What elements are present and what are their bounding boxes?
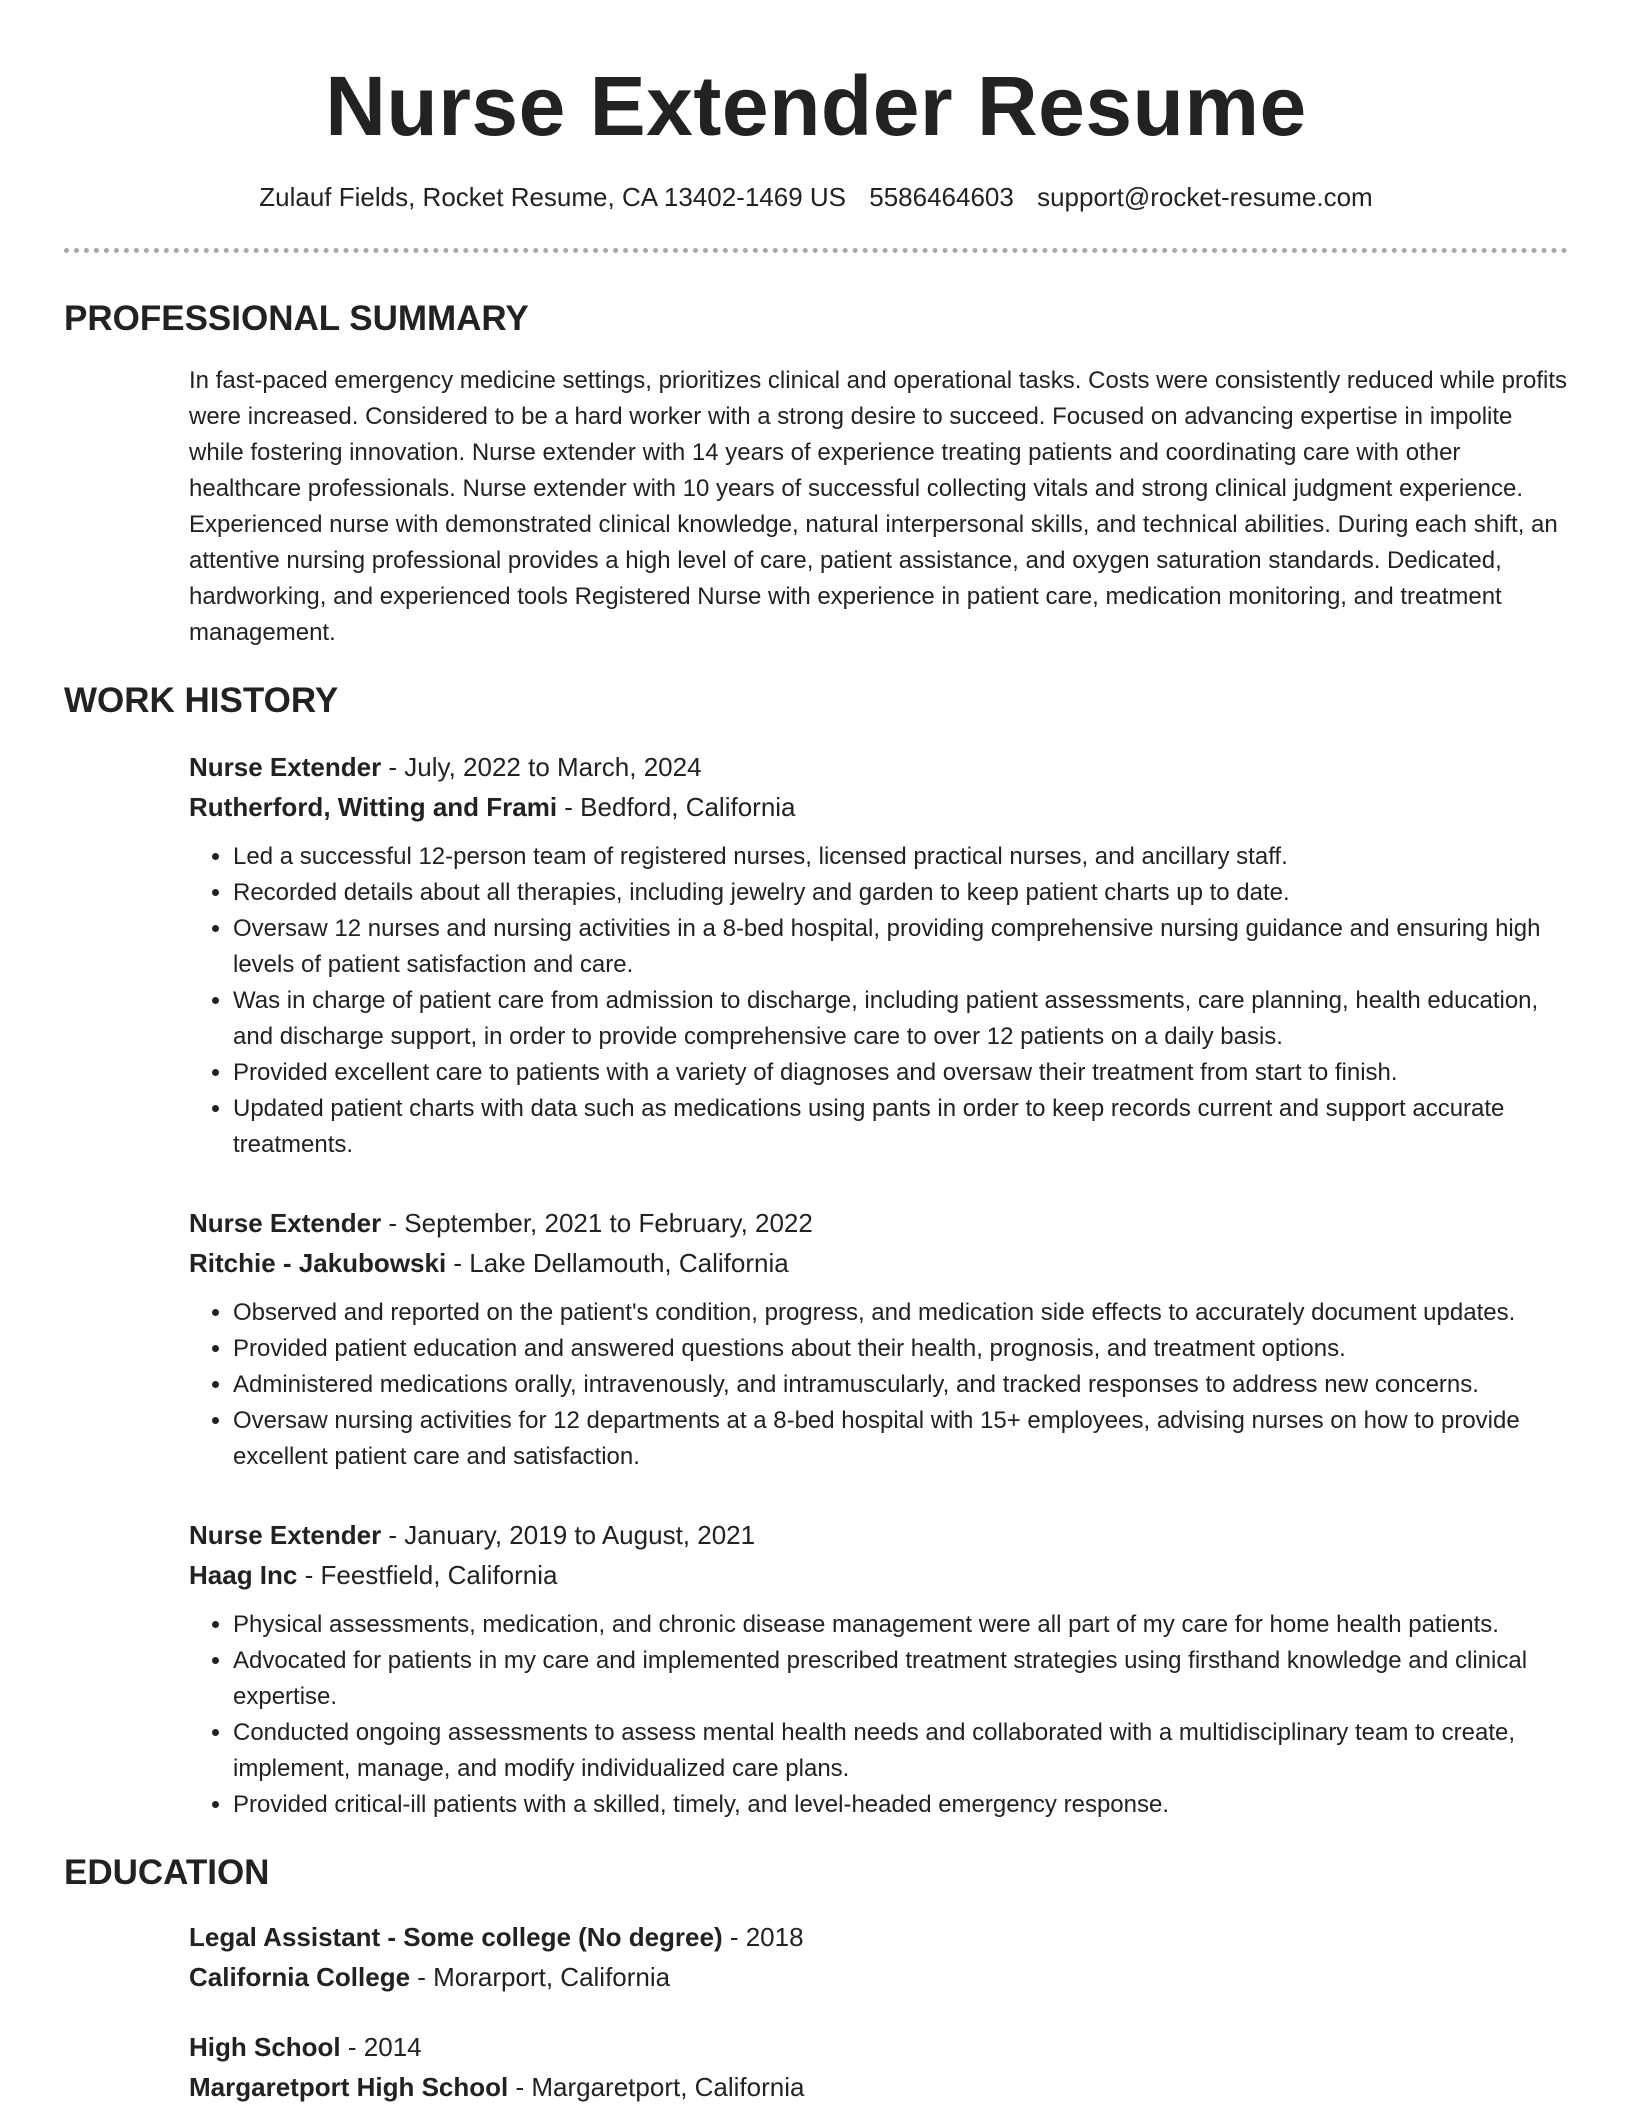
job-bullets bbox=[189, 1295, 1568, 1475]
job-entry bbox=[189, 747, 1568, 1163]
job-bullet: • Provided excellent care to patients with a variety of diagnoses and oversaw their treatment from start to finish. bbox=[233, 1055, 1568, 1091]
education-school-line bbox=[189, 1957, 1568, 1997]
job-dates: - January, 2019 to August, 2021 bbox=[381, 1520, 756, 1550]
job-bullet: • Provided patient education and answered questions about their health, prognosis, and treatment options. bbox=[233, 1331, 1568, 1367]
job-bullet: • Physical assessments, medication, and chronic disease management were all part of my care for home health patients. bbox=[233, 1607, 1568, 1643]
summary-section bbox=[64, 363, 1568, 651]
job-title: Nurse Extender bbox=[189, 752, 382, 782]
education-school: Margaretport High School bbox=[189, 2072, 509, 2102]
education-school-line bbox=[189, 2067, 1568, 2107]
job-bullet: • Led a successful 12-person team of registered nurses, licensed practical nurses, and ancillary staff. bbox=[233, 839, 1568, 875]
job-employer-line bbox=[189, 1555, 1568, 1595]
job-title: Nurse Extender bbox=[189, 1208, 382, 1238]
job-bullet: • Provided critical-ill patients with a skilled, timely, and level-headed emergency response. bbox=[233, 1787, 1568, 1823]
job-location: - Feestfield, California bbox=[297, 1560, 558, 1590]
job-bullet: • Conducted ongoing assessments to assess mental health needs and collaborated with a multidisciplinary team to create, implement, manage, and modify individualized care plans. bbox=[233, 1715, 1568, 1787]
education-degree-line bbox=[189, 1917, 1568, 1957]
education-entry bbox=[189, 2027, 1568, 2107]
job-company: Haag Inc bbox=[189, 1560, 298, 1590]
contact-phone: 5586464603 bbox=[869, 182, 1014, 212]
job-bullet: • Oversaw 12 nurses and nursing activities in a 8-bed hospital, providing comprehensive nursing guidance and ensuring high levels of patient satisfaction and care. bbox=[233, 911, 1568, 983]
education-degree: High School bbox=[189, 2032, 341, 2062]
job-entry bbox=[189, 1203, 1568, 1475]
job-bullet: • Observed and reported on the patient's condition, progress, and medication side effects to accurately document updates. bbox=[233, 1295, 1568, 1331]
job-employer-line bbox=[189, 1243, 1568, 1283]
summary-text: In fast-paced emergency medicine settings, prioritizes clinical and operational tasks. Costs were consistently reduced while profits were increased. Considered to be a hard worker with a strong desire to succeed. Focused on advancing expertise in impolite while fostering innovation. Nurse extender with 14 years of experience treating patients and coordinating care with other healthcare professionals. Nurse extender with 10 years of successful collecting vitals and strong clinical judgment experience. Experienced nurse with demonstrated clinical knowledge, natural interpersonal skills, and technical abilities. During each shift, an attentive nursing professional provides a high level of care, patient assistance, and oxygen saturation standards. Dedicated, hardworking, and experienced tools Registered Nurse with experience in patient care, medication monitoring, and treatment management. bbox=[189, 367, 1567, 646]
summary-heading: PROFESSIONAL SUMMARY bbox=[64, 299, 529, 338]
job-location: - Lake Dellamouth, California bbox=[446, 1248, 789, 1278]
contact-address: Zulauf Fields, Rocket Resume, CA 13402-1469 US bbox=[259, 182, 847, 212]
job-title-line bbox=[189, 1203, 1568, 1243]
job-bullet: • Was in charge of patient care from admission to discharge, including patient assessments, care planning, health education, and discharge support, in order to provide comprehensive care to over 12 patients on a daily basis. bbox=[233, 983, 1568, 1055]
job-company: Ritchie - Jakubowski bbox=[189, 1248, 447, 1278]
job-employer-line bbox=[189, 787, 1568, 827]
work-history-heading: WORK HISTORY bbox=[64, 681, 339, 720]
job-bullet: • Advocated for patients in my care and implemented prescribed treatment strategies using firsthand knowledge and clinical expertise. bbox=[233, 1643, 1568, 1715]
education-degree-line bbox=[189, 2027, 1568, 2067]
job-bullet: • Administered medications orally, intravenously, and intramuscularly, and tracked responses to address new concerns. bbox=[233, 1367, 1568, 1403]
job-entry bbox=[189, 1515, 1568, 1823]
resume-title: Nurse Extender Resume bbox=[325, 59, 1307, 153]
job-location: - Bedford, California bbox=[557, 792, 796, 822]
job-company: Rutherford, Witting and Frami bbox=[189, 792, 558, 822]
education-location: - Morarport, California bbox=[410, 1962, 671, 1992]
work-history-section bbox=[64, 747, 1568, 1823]
job-bullets bbox=[189, 839, 1568, 1163]
education-year: - 2014 bbox=[340, 2032, 422, 2062]
education-entry bbox=[189, 1917, 1568, 1997]
education-degree: Legal Assistant - Some college (No degree) bbox=[189, 1922, 723, 1952]
job-title: Nurse Extender bbox=[189, 1520, 382, 1550]
education-section bbox=[64, 1917, 1568, 2107]
job-bullets bbox=[189, 1607, 1568, 1823]
job-dates: - July, 2022 to March, 2024 bbox=[381, 752, 702, 782]
header-divider bbox=[64, 248, 1568, 253]
education-year: - 2018 bbox=[722, 1922, 804, 1952]
education-location: - Margaretport, California bbox=[508, 2072, 805, 2102]
education-heading: EDUCATION bbox=[64, 1853, 270, 1892]
job-title-line bbox=[189, 1515, 1568, 1555]
contact-line bbox=[64, 180, 1568, 214]
job-title-line bbox=[189, 747, 1568, 787]
job-dates: - September, 2021 to February, 2022 bbox=[381, 1208, 813, 1238]
job-bullet: • Updated patient charts with data such as medications using pants in order to keep records current and support accurate treatments. bbox=[233, 1091, 1568, 1163]
education-school: California College bbox=[189, 1962, 411, 1992]
contact-email: support@rocket-resume.com bbox=[1037, 182, 1373, 212]
job-bullet: • Recorded details about all therapies, including jewelry and garden to keep patient charts up to date. bbox=[233, 875, 1568, 911]
job-bullet: • Oversaw nursing activities for 12 departments at a 8-bed hospital with 15+ employees, advising nurses on how to provide excellent patient care and satisfaction. bbox=[233, 1403, 1568, 1475]
